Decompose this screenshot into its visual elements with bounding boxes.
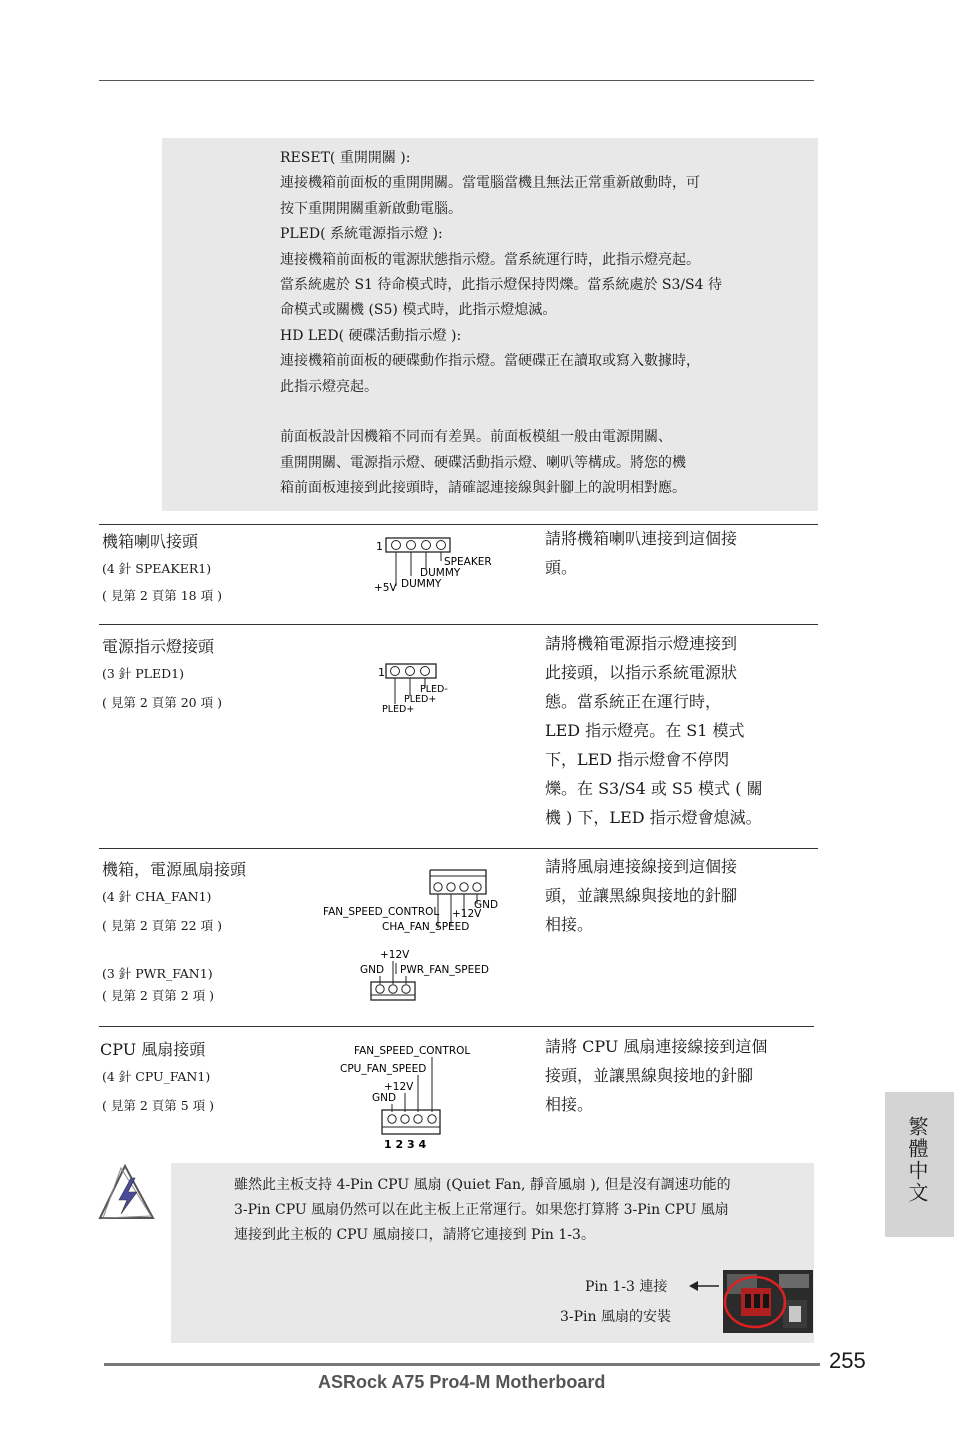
arrow-left-icon [689, 1279, 721, 1293]
speaker-header-ref: ( 見第 2 頁第 18 項 ) [102, 588, 222, 603]
power-fan-header-ref: ( 見第 2 頁第 2 項 ) [102, 988, 214, 1003]
intro-line: 箱前面板連接到此接頭時，請確認連接線與針腳上的說明相對應。 [280, 480, 686, 497]
footer-product-name: ASRock A75 Pro4-M Motherboard [318, 1372, 606, 1392]
desc-line: 請將機箱喇叭連接到這個接 [545, 529, 738, 548]
chassis-fan-header-title: 機箱，電源風扇接頭 [102, 860, 247, 879]
page-number: 255 [829, 1348, 866, 1373]
speaker-header-pins: (4 針 SPEAKER1) [102, 561, 212, 576]
desc-line: 相接。 [545, 915, 594, 934]
cpu-fan-header-pins: (4 針 CPU_FAN1) [102, 1069, 211, 1084]
pled-connector-diagram [376, 660, 466, 716]
cpu-fan-header-title: CPU 風扇接頭 [100, 1040, 206, 1059]
note-line: 3-Pin CPU 風扇仍然可以在此主板上正常運行。如果您打算將 3-Pin CPU 風扇 [234, 1202, 729, 1218]
pled-header-pins: (3 針 PLED1) [102, 666, 184, 681]
intro-line: HD LED( 硬碟活動指示燈 ): [280, 327, 462, 344]
plus12v-label: +12V [452, 908, 482, 920]
power-fan-header-pins: (3 針 PWR_FAN1) [102, 966, 213, 981]
section-divider [99, 1026, 814, 1027]
intro-line: 連接機箱前面板的硬碟動作指示燈。當硬碟正在讀取或寫入數據時， [280, 353, 700, 370]
intro-line: 此指示燈亮起。 [280, 378, 378, 395]
cha-fan-speed-label: CHA_FAN_SPEED [382, 921, 470, 933]
chassis-fan-header-pins: (4 針 CHA_FAN1) [102, 889, 212, 904]
speaker-header-title: 機箱喇叭接頭 [102, 532, 199, 551]
desc-line: 頭。 [545, 558, 578, 577]
warning-lightning-icon [97, 1162, 159, 1222]
pin-numbers-label: 1 2 3 4 [384, 1138, 427, 1151]
desc-line: 下，LED 指示燈會不停閃 [545, 750, 730, 769]
pled-header-title: 電源指示燈接頭 [102, 637, 215, 656]
note-text [234, 1173, 731, 1248]
desc-line: 態。當系統正在運行時， [545, 692, 722, 711]
desc-line: 請將機箱電源指示燈連接到 [545, 634, 738, 653]
pled-description [545, 629, 763, 832]
fan-speed-control-label: FAN_SPEED_CONTROL [323, 906, 440, 918]
cpu-fan-connector-diagram [336, 1040, 486, 1154]
footer-rule [104, 1363, 820, 1366]
pled-plus-label: PLED+ [404, 694, 437, 705]
desc-line: LED 指示燈亮。在 S1 模式 [545, 721, 745, 740]
front-panel-info-box [162, 138, 818, 511]
intro-line: 前面板設計因機箱不同而有差異。前面板模組一般由電源開關、 [280, 429, 672, 446]
intro-line: 重開開關、電源指示燈、硬碟活動指示燈、喇叭等構成。將您的機 [280, 454, 686, 471]
pled-minus-label: PLED- [420, 684, 448, 695]
cpu-fan-description [545, 1032, 767, 1119]
fan-installation-photo [723, 1270, 813, 1333]
plus12v-label: +12V [380, 949, 410, 961]
section-divider [99, 848, 818, 849]
side-tab-label: 繁體中文 [905, 1116, 929, 1204]
dummy-pin-label: DUMMY [401, 578, 442, 590]
desc-line: 機 ) 下，LED 指示燈會熄滅。 [545, 808, 762, 827]
chassis-fan-description [545, 852, 737, 939]
intro-line: 連接機箱前面板的電源狀態指示燈。當系統運行時，此指示燈亮起。 [280, 251, 700, 268]
pled-header-ref: ( 見第 2 頁第 20 項 ) [102, 695, 222, 710]
fan-speed-control-label: FAN_SPEED_CONTROL [354, 1045, 471, 1057]
pin-connect-label: Pin 1-3 連接 [585, 1279, 668, 1295]
cha-fan-connector-diagram [320, 866, 510, 936]
intro-blank-line [280, 400, 805, 425]
speaker-connector-diagram [370, 532, 510, 594]
cpu-fan-note-box [171, 1163, 814, 1343]
desc-line: 爍。在 S3/S4 或 S5 模式 ( 關 [545, 779, 763, 798]
note-line: 雖然此主板支持 4-Pin CPU 風扇 (Quiet Fan, 靜音風扇 ), 但是沒有調速功能的 [234, 1177, 731, 1193]
cpu-fan-header-ref: ( 見第 2 頁第 5 項 ) [102, 1098, 214, 1113]
cpu-fan-speed-label: CPU_FAN_SPEED [340, 1063, 427, 1075]
desc-line: 接頭，並讓黑線與接地的針腳 [545, 1066, 754, 1085]
intro-line: RESET( 重開開關 ): [280, 150, 411, 166]
intro-line: PLED( 系統電源指示燈 ): [280, 226, 443, 243]
front-panel-info-text [280, 146, 805, 502]
gnd-label: GND [360, 964, 385, 976]
gnd-label: GND [372, 1092, 397, 1104]
speaker-pin-label: SPEAKER [444, 556, 492, 568]
chassis-fan-header-ref: ( 見第 2 頁第 22 項 ) [102, 918, 222, 933]
dummy-pin-label: DUMMY [420, 567, 461, 579]
fan-install-label: 3-Pin 風扇的安裝 [560, 1309, 672, 1325]
desc-line: 請將 CPU 風扇連接線接到這個 [545, 1037, 768, 1056]
pwr-fan-connector-diagram [356, 946, 496, 1006]
desc-line: 請將風扇連接線接到這個接 [545, 857, 738, 876]
pin1-label: 1 [376, 540, 383, 553]
intro-line: 連接機箱前面板的重開開關。當電腦當機且無法正常重新啟動時，可 [280, 175, 700, 192]
gnd-label: GND [474, 899, 499, 911]
speaker-description [545, 524, 737, 582]
plus5v-pin-label: +5V [374, 582, 397, 594]
pled-plus-label: PLED+ [382, 704, 415, 715]
pwr-fan-speed-label: PWR_FAN_SPEED [400, 964, 489, 976]
plus12v-label: +12V [384, 1081, 414, 1093]
top-rule [99, 80, 814, 81]
language-side-tab [885, 1092, 954, 1237]
section-divider [99, 624, 818, 625]
intro-line: 按下重開開關重新啟動電腦。 [280, 200, 462, 217]
desc-line: 此接頭，以指示系統電源狀 [545, 663, 738, 682]
intro-line: 命模式或關機 (S5) 模式時，此指示燈熄滅。 [280, 302, 557, 319]
desc-line: 頭，並讓黑線與接地的針腳 [545, 886, 738, 905]
note-line: 連接到此主板的 CPU 風扇接口，請將它連接到 Pin 1-3。 [234, 1227, 595, 1243]
pin1-label: 1 [378, 666, 385, 679]
intro-line: 當系統處於 S1 待命模式時，此指示燈保持閃爍。當系統處於 S3/S4 待 [280, 277, 723, 294]
desc-line: 相接。 [545, 1095, 594, 1114]
